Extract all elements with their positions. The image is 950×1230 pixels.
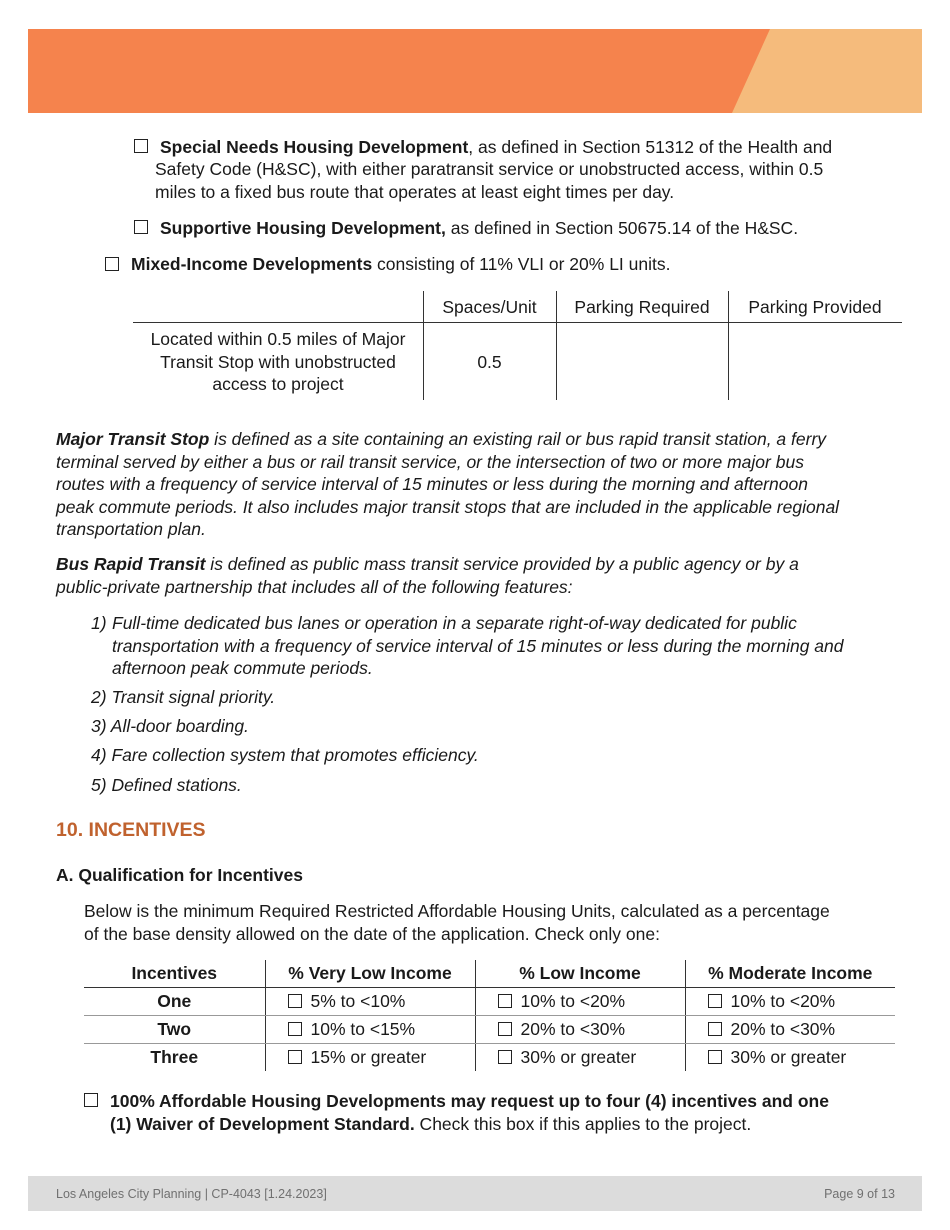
- major-transit-stop-definition: Major Transit Stop is defined as a site containing an existing rail or bus rapid transit station, a ferry terminal served by either a bus or rail transit service, or the intersection of two or more major bus routes with a frequency of service interval of 15 minutes or less during the morning and afternoon peak commute periods. It also includes major transit stops that are included in the applicable regional transportation plan.: [56, 429, 840, 539]
- table-divider: [556, 291, 557, 400]
- header-accent: [732, 29, 922, 113]
- option-li-three[interactable]: 30% or greater: [475, 1043, 685, 1071]
- section-title-incentives: 10. INCENTIVES: [56, 819, 206, 841]
- supportive-housing-checkbox[interactable]: [134, 220, 148, 234]
- table-rule: [133, 322, 902, 323]
- checkbox[interactable]: [288, 1022, 302, 1036]
- table-row: [84, 1043, 895, 1071]
- incentives-table: [84, 960, 895, 1071]
- col-header-spaces: Spaces/Unit: [442, 297, 537, 317]
- spaces-per-unit-value: 0.5: [477, 352, 502, 372]
- col-header-vli: % Very Low Income: [265, 960, 475, 987]
- checkbox[interactable]: [498, 1050, 512, 1064]
- checkbox[interactable]: [498, 994, 512, 1008]
- row-label-transit-stop: Located within 0.5 miles of Major Transit Stop with unobstructed access to project: [150, 329, 406, 394]
- special-needs-line1: Special Needs Housing Development, as defined in Section 51312 of the Health and: [160, 137, 833, 157]
- row-label-three: Three: [150, 1047, 199, 1067]
- parking-provided-cell[interactable]: [730, 325, 900, 397]
- option-mi-two[interactable]: 20% to <30%: [685, 1015, 895, 1043]
- mixed-income-checkbox[interactable]: [105, 257, 119, 271]
- header-band: [28, 29, 922, 113]
- page-footer: [28, 1176, 922, 1211]
- option-li-two[interactable]: 20% to <30%: [475, 1015, 685, 1043]
- col-header-incentives: Incentives: [84, 960, 265, 987]
- col-header-li: % Low Income: [475, 960, 685, 987]
- col-header-mi: % Moderate Income: [685, 960, 895, 987]
- row-label-two: Two: [84, 1015, 265, 1043]
- incentives-intro: Below is the minimum Required Restricted Affordable Housing Units, calculated as a percentage of the base density allowed on the date of the application. Check only one:: [84, 901, 830, 944]
- checkbox[interactable]: [708, 1022, 722, 1036]
- footer-page-number: Page 9 of 13: [824, 1187, 895, 1201]
- brt-feature-5: 5) Defined stations.: [91, 775, 242, 795]
- table-row: [84, 987, 895, 1015]
- parking-required-cell[interactable]: [558, 325, 726, 397]
- option-vli-one[interactable]: 5% to <10%: [265, 987, 475, 1015]
- checkbox[interactable]: [288, 994, 302, 1008]
- table-divider: [728, 291, 729, 400]
- table-row: [84, 1015, 895, 1043]
- affordable-100-checkbox[interactable]: [84, 1093, 98, 1107]
- brt-feature-1-num: 1): [91, 613, 107, 633]
- footer-form-id: Los Angeles City Planning | CP-4043 [1.24.2023]: [56, 1187, 327, 1201]
- checkbox[interactable]: [708, 994, 722, 1008]
- col-header-provided: Parking Provided: [748, 297, 882, 317]
- mixed-income-text: Mixed-Income Developments consisting of 11% VLI or 20% LI units.: [131, 254, 671, 274]
- col-header-required: Parking Required: [574, 297, 710, 317]
- special-needs-line3: miles to a fixed bus route that operates at least eight times per day.: [155, 182, 675, 202]
- special-needs-checkbox[interactable]: [134, 139, 148, 153]
- option-li-one[interactable]: 10% to <20%: [475, 987, 685, 1015]
- checkbox[interactable]: [708, 1050, 722, 1064]
- brt-feature-3: 3) All-door boarding.: [91, 716, 249, 736]
- brt-feature-1: Full-time dedicated bus lanes or operation in a separate right-of-way dedicated for public transportation with a frequency of service interval of 15 minutes or less during the morning and afternoon peak commute periods.: [112, 613, 844, 678]
- row-label-one: One: [84, 987, 265, 1015]
- option-mi-one[interactable]: 10% to <20%: [685, 987, 895, 1015]
- subsection-title-qualification: A. Qualification for Incentives: [56, 865, 303, 885]
- affordable-100-text: 100% Affordable Housing Developments may request up to four (4) incentives and one (1) Waiver of Development Standard. Check this box if this applies to the project.: [110, 1091, 829, 1134]
- special-needs-line2: Safety Code (H&SC), with either paratransit service or unobstructed access, within 0.5: [155, 159, 824, 179]
- bus-rapid-transit-definition: Bus Rapid Transit is defined as public mass transit service provided by a public agency or by a public-private partnership that includes all of the following features:: [56, 554, 799, 597]
- brt-feature-2: 2) Transit signal priority.: [91, 687, 276, 707]
- option-vli-two[interactable]: 10% to <15%: [265, 1015, 475, 1043]
- table-divider: [423, 291, 424, 400]
- option-mi-three[interactable]: 30% or greater: [685, 1043, 895, 1071]
- checkbox[interactable]: [288, 1050, 302, 1064]
- checkbox[interactable]: [498, 1022, 512, 1036]
- brt-feature-4: 4) Fare collection system that promotes efficiency.: [91, 745, 479, 765]
- option-vli-three[interactable]: 15% or greater: [265, 1043, 475, 1071]
- supportive-housing-text: Supportive Housing Development, as defined in Section 50675.14 of the H&SC.: [160, 218, 799, 238]
